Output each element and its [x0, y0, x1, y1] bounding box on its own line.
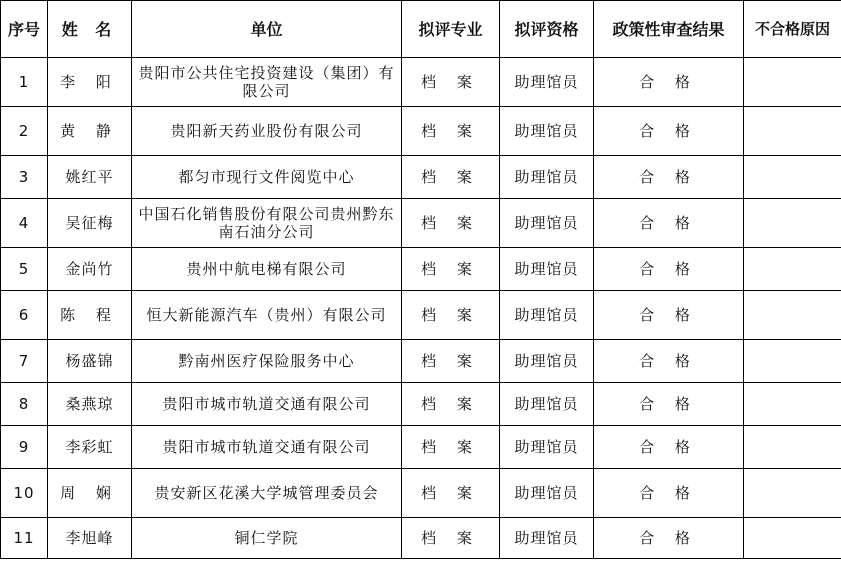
header-major: 拟评专业: [402, 1, 500, 58]
table-row: [1, 199, 841, 248]
cell-major: 档 案: [402, 199, 500, 248]
cell-seq: 7: [1, 340, 48, 383]
cell-seq: 3: [1, 156, 48, 199]
cell-name: 李旭峰: [48, 518, 132, 559]
cell-name: 陈 程: [48, 291, 132, 340]
table-row: [1, 156, 841, 199]
cell-name: 吴征梅: [48, 199, 132, 248]
cell-name: 杨盛锦: [48, 340, 132, 383]
cell-reason: [744, 156, 841, 199]
cell-major: 档 案: [402, 58, 500, 107]
cell-result: 合 格: [594, 156, 744, 199]
cell-name: 黄 静: [48, 107, 132, 156]
cell-seq: 5: [1, 248, 48, 291]
table-row: [1, 469, 841, 518]
cell-unit: 恒大新能源汽车（贵州）有限公司: [132, 291, 402, 340]
cell-major: 档 案: [402, 340, 500, 383]
cell-result: 合 格: [594, 340, 744, 383]
table-row: [1, 291, 841, 340]
cell-major: 档 案: [402, 248, 500, 291]
cell-reason: [744, 518, 841, 559]
table-row: [1, 248, 841, 291]
cell-reason: [744, 340, 841, 383]
cell-name: 李 阳: [48, 58, 132, 107]
cell-reason: [744, 107, 841, 156]
cell-result: 合 格: [594, 426, 744, 469]
cell-unit: 中国石化销售股份有限公司贵州黔东南石油分公司: [132, 199, 402, 248]
cell-reason: [744, 469, 841, 518]
table-row: [1, 107, 841, 156]
cell-unit: 贵阳新天药业股份有限公司: [132, 107, 402, 156]
cell-result: 合 格: [594, 469, 744, 518]
cell-qualification: 助理馆员: [500, 383, 594, 426]
cell-major: 档 案: [402, 291, 500, 340]
cell-seq: 4: [1, 199, 48, 248]
table-row: [1, 383, 841, 426]
table-row: [1, 426, 841, 469]
cell-qualification: 助理馆员: [500, 340, 594, 383]
cell-reason: [744, 58, 841, 107]
cell-result: 合 格: [594, 58, 744, 107]
cell-qualification: 助理馆员: [500, 426, 594, 469]
table-row: [1, 340, 841, 383]
cell-reason: [744, 291, 841, 340]
cell-seq: 2: [1, 107, 48, 156]
cell-name: 桑燕琼: [48, 383, 132, 426]
header-seq: 序号: [1, 1, 48, 58]
cell-result: 合 格: [594, 107, 744, 156]
cell-result: 合 格: [594, 248, 744, 291]
cell-qualification: 助理馆员: [500, 248, 594, 291]
header-review-result: 政策性审查结果: [594, 1, 744, 58]
cell-result: 合 格: [594, 518, 744, 559]
cell-name: 李彩虹: [48, 426, 132, 469]
cell-name: 周 娴: [48, 469, 132, 518]
cell-qualification: 助理馆员: [500, 469, 594, 518]
header-qualification: 拟评资格: [500, 1, 594, 58]
cell-seq: 11: [1, 518, 48, 559]
cell-qualification: 助理馆员: [500, 291, 594, 340]
cell-unit: 贵州中航电梯有限公司: [132, 248, 402, 291]
cell-major: 档 案: [402, 426, 500, 469]
table-row: [1, 58, 841, 107]
cell-seq: 8: [1, 383, 48, 426]
cell-seq: 1: [1, 58, 48, 107]
cell-unit: 铜仁学院: [132, 518, 402, 559]
cell-reason: [744, 248, 841, 291]
table-row: [1, 518, 841, 559]
cell-unit: 贵阳市城市轨道交通有限公司: [132, 383, 402, 426]
cell-unit: 贵安新区花溪大学城管理委员会: [132, 469, 402, 518]
cell-reason: [744, 383, 841, 426]
cell-qualification: 助理馆员: [500, 199, 594, 248]
cell-unit: 贵阳市公共住宅投资建设（集团）有限公司: [132, 58, 402, 107]
header-row: [1, 1, 841, 58]
cell-major: 档 案: [402, 107, 500, 156]
cell-major: 档 案: [402, 469, 500, 518]
header-unit: 单位: [132, 1, 402, 58]
cell-result: 合 格: [594, 383, 744, 426]
cell-result: 合 格: [594, 199, 744, 248]
cell-name: 姚红平: [48, 156, 132, 199]
cell-unit: 黔南州医疗保险服务中心: [132, 340, 402, 383]
cell-unit: 贵阳市城市轨道交通有限公司: [132, 426, 402, 469]
header-fail-reason: 不合格原因: [744, 1, 841, 58]
cell-name: 金尚竹: [48, 248, 132, 291]
cell-reason: [744, 199, 841, 248]
cell-major: 档 案: [402, 383, 500, 426]
cell-qualification: 助理馆员: [500, 58, 594, 107]
cell-qualification: 助理馆员: [500, 518, 594, 559]
cell-major: 档 案: [402, 156, 500, 199]
cell-result: 合 格: [594, 291, 744, 340]
cell-seq: 10: [1, 469, 48, 518]
cell-qualification: 助理馆员: [500, 156, 594, 199]
cell-unit: 都匀市现行文件阅览中心: [132, 156, 402, 199]
cell-seq: 9: [1, 426, 48, 469]
header-name: 姓 名: [48, 1, 132, 58]
cell-seq: 6: [1, 291, 48, 340]
cell-qualification: 助理馆员: [500, 107, 594, 156]
cell-major: 档 案: [402, 518, 500, 559]
cell-reason: [744, 426, 841, 469]
